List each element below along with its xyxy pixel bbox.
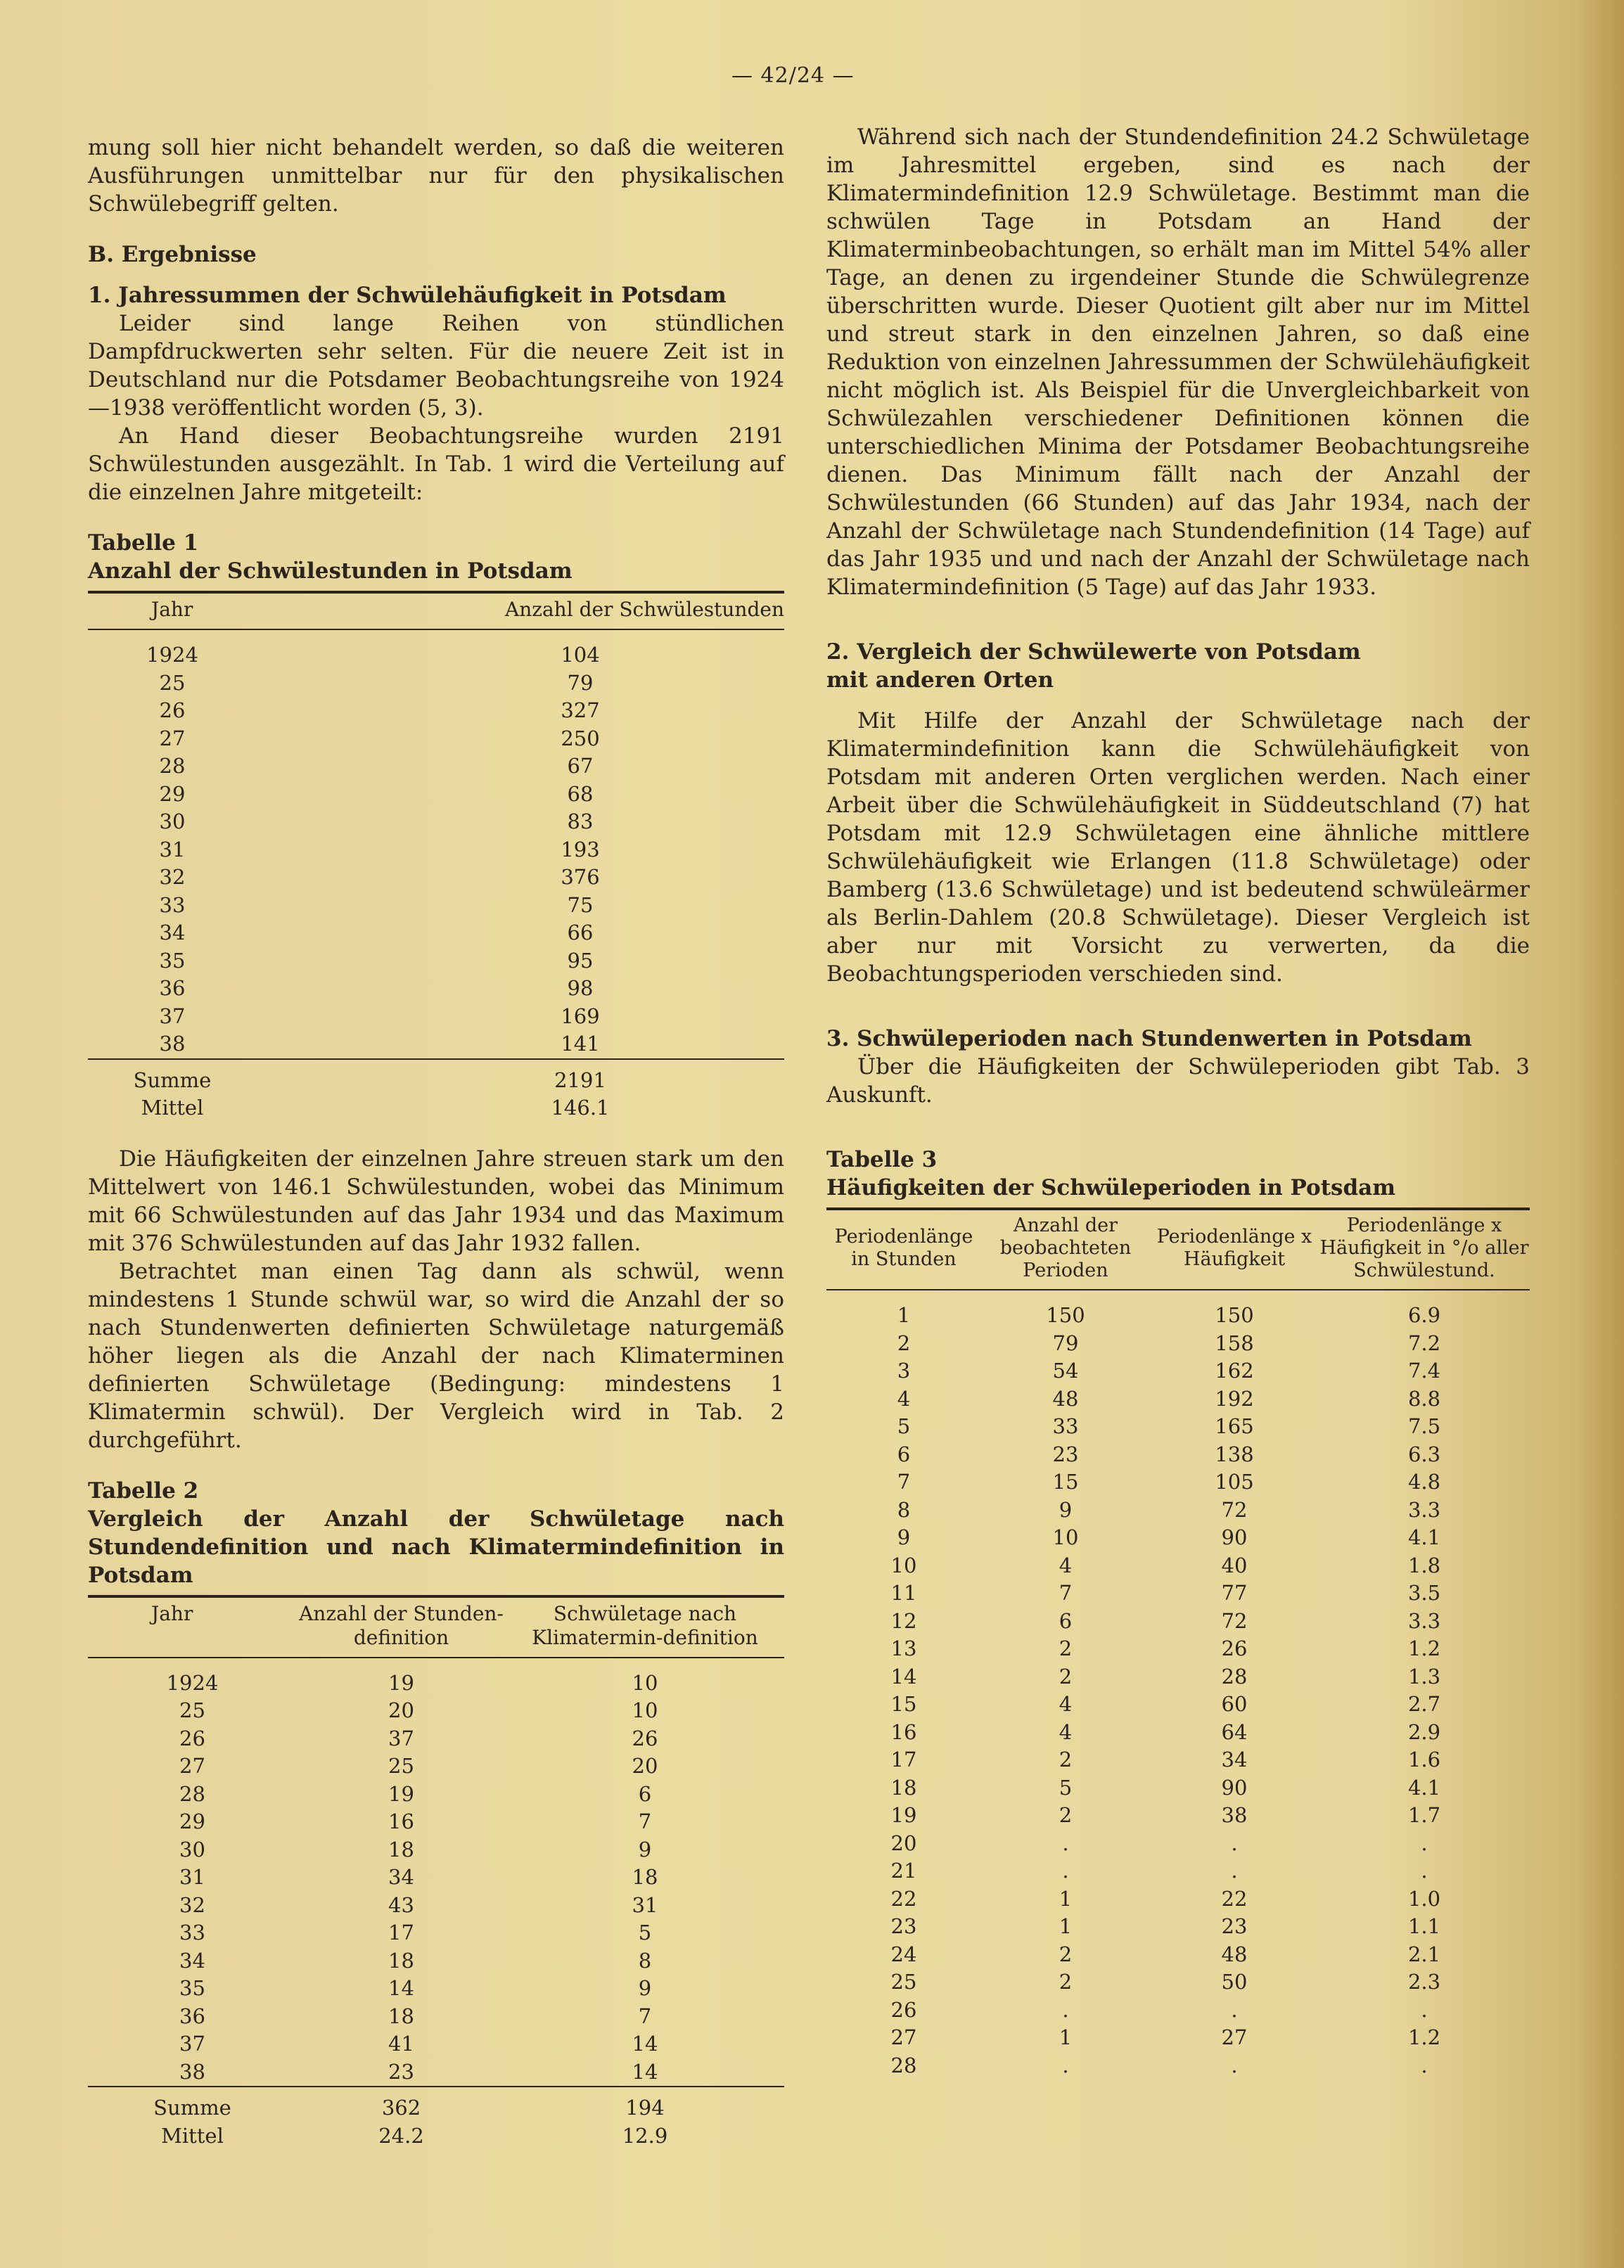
subsection-heading-2-line2: mit anderen Orten [826,667,1054,693]
table3-length-cell: 23 [890,1914,917,1938]
table1-value-cell: 250 [561,726,600,750]
subsection-heading-3: 3. Schwüleperioden nach Stundenwerten in Potsdam [826,1026,1472,1051]
table3-product-cell: 34 [1221,1748,1248,1772]
table3-length-cell: 27 [890,2025,917,2049]
table-row [826,1290,1530,1330]
table3-length-cell: 4 [897,1386,911,1411]
table3-length-cell: 7 [897,1470,911,1494]
table3-count-cell: 15 [1052,1470,1079,1494]
table2-stunden-cell: 41 [388,2032,414,2056]
table3-length-cell: 10 [890,1553,917,1577]
table1-year-cell: 33 [159,892,186,917]
table2-mean-a: 24.2 [378,2123,424,2148]
table-row [88,2058,784,2087]
table3-length-cell: 15 [890,1692,917,1716]
table3-percent-cell: 8.8 [1407,1386,1441,1411]
table3-percent-cell: 1.7 [1407,1803,1441,1827]
table2-stunden-cell: 16 [388,1809,414,1833]
table2-year-cell: 27 [179,1754,205,1778]
table-row [88,1864,784,1892]
table-row [88,2003,784,2031]
table3-count-cell: 48 [1052,1386,1079,1411]
table2-stunden-cell: 18 [388,1837,414,1862]
table3-product-cell: 27 [1221,2025,1248,2049]
table3-percent-cell: 4.8 [1407,1470,1441,1494]
table1-year-cell: 31 [159,837,186,861]
table2-klimatermin-cell: 6 [638,1781,652,1806]
table3-length-cell: 26 [890,1997,917,2022]
table2-stunden-cell: 14 [388,1976,414,2000]
table3-product-cell: 165 [1215,1414,1254,1438]
table3-length-cell: 25 [890,1970,917,1994]
table1-value-cell: 75 [567,892,594,917]
table3-length-cell: 3 [897,1359,911,1383]
table-row [826,1941,1530,1969]
table3-percent-cell: 1.3 [1407,1664,1441,1689]
table3-count-cell: 23 [1052,1442,1079,1466]
table3-product-cell: 90 [1221,1775,1248,1800]
table-row [826,1885,1530,1914]
table2-stunden-cell: 34 [388,1865,414,1889]
table3-header-percent: Periodenlänge x Häufigkeit in °/o aller Schwülestund. [1319,1215,1529,1281]
table-row [826,1608,1530,1636]
table2-year-cell: 35 [179,1976,205,2000]
table3-length-cell: 17 [890,1748,917,1772]
table3-product-cell: 64 [1221,1719,1248,1744]
table3-percent-cell: 2.7 [1407,1692,1441,1716]
table-row [88,781,784,809]
table3-product-cell: 60 [1221,1692,1248,1716]
table1-mean-value: 146.1 [551,1096,610,1120]
table3-count-cell: 2 [1059,1803,1073,1827]
table3-count-cell: 33 [1052,1414,1079,1438]
table-row [826,1968,1530,1997]
table3-count-cell: 9 [1059,1497,1073,1522]
table3-length-cell: 1 [897,1303,911,1327]
table2-klimatermin-cell: 14 [632,2059,658,2084]
table1-value-cell: 193 [561,837,600,861]
table-row [88,1808,784,1836]
table-row [88,1781,784,1809]
paragraph: Über die Häufigkeiten der Schwüleperioden gibt Tab. 3 Auskunft. [826,1054,1530,1108]
table3-count-cell: 5 [1059,1775,1073,1800]
table3-percent-cell: 1.0 [1407,1886,1441,1911]
table1-value-cell: 98 [567,976,594,1000]
table3-count-cell: 2 [1059,1636,1073,1660]
table3-percent-cell: 3.3 [1407,1497,1441,1522]
table3-percent-cell: 2.3 [1407,1970,1441,1994]
table-row [826,1857,1530,1885]
table3-percent-cell: . [1421,1997,1428,2022]
table2-sum-a: 362 [381,2096,421,2120]
table-row [88,1947,784,1975]
table-row [826,1413,1530,1441]
table-row [88,1919,784,1947]
table3-count-cell: 1 [1059,1886,1073,1911]
paragraph: Während sich nach der Stundendefinition 24.2 Schwületage im Jahresmittel ergeben, sind es nach der Klimatermindefinition 12.9 Schwületage. Bestimmt man die schwülen Tage in Potsdam an Hand der Klimaterminbeobachtungen, so erhält man im Mittel 54% aller Tage, an denen zu irgendeiner Stunde die Schwülegrenze überschritten wurde. Dieser Quotient gilt aber nur im Mittel und streut stark in den einzelnen Jahren, so daß eine Reduktion von einzelnen Jahressummen der Schwülehäufigkeit nicht möglich ist. Als Beispiel für die Unvergleichbarkeit von Schwülezahlen verschiedener Definitionen können die unterschiedlichen Minima der Potsdamer Beobachtungsreihe dienen. Das Minimum fällt nach der Anzahl der Schwülestunden (66 Stunden) auf das Jahr 1934, nach der Anzahl der Schwületage nach Stundendefinition (14 Tage) auf das Jahr 1935 und und nach der Anzahl der Schwületage nach Klimatermindefinition (5 Tage) auf das Jahr 1933. [826,124,1530,600]
table3-percent-cell: . [1421,1859,1428,1883]
table3-count-cell: . [1062,2053,1069,2077]
table2-year-cell: 33 [179,1921,205,1945]
table-row [826,1830,1530,1858]
table1-title: Anzahl der Schwülestunden in Potsdam [88,558,573,584]
table2-stunden-cell: 23 [388,2059,414,2084]
table2-label: Tabelle 2 [88,1478,199,1504]
table3-length-cell: 20 [890,1831,917,1855]
table-row [88,1003,784,1031]
table3-percent-cell: 3.3 [1407,1608,1441,1633]
table1-year-cell: 38 [159,1032,186,1056]
table3-count-cell: 2 [1059,1942,1073,1966]
table-row [88,1836,784,1864]
table1-mean-label: Mittel [141,1096,204,1120]
table3-percent-cell: 1.2 [1407,1636,1441,1660]
table1-label: Tabelle 1 [88,530,199,556]
table3-percent-cell: 1.6 [1407,1748,1441,1772]
table2-sum-label: Summe [153,2096,231,2120]
table3-length-cell: 24 [890,1942,917,1966]
table-row [88,919,784,947]
table1-year-cell: 34 [159,921,186,944]
table2-klimatermin-cell: 20 [632,1754,658,1778]
table2-header-a: Anzahl der Stunden-definition [299,1601,504,1649]
table-row [826,1719,1530,1747]
table-row [88,1697,784,1725]
table3-count-cell: 4 [1059,1553,1073,1577]
table1-year-cell: 28 [159,754,186,778]
table2-stunden-cell: 19 [388,1670,414,1695]
subsection-heading-2-line1: 2. Vergleich der Schwülewerte von Potsdam [826,639,1361,665]
paragraph: Die Häufigkeiten der einzelnen Jahre streuen stark um den Mittelwert von 146.1 Schwülestunden, wobei das Minimum mit 66 Schwülestunden auf das Jahr 1934 und das Maximum mit 376 Schwülestunden auf das Jahr 1932 fallen. [88,1146,784,1256]
table2-year-cell: 28 [179,1781,205,1806]
table1-value-cell: 83 [567,809,594,833]
table3-percent-cell: 3.5 [1407,1581,1441,1605]
table3-count-cell: 6 [1059,1608,1073,1633]
table1-year-cell: 37 [159,1004,186,1028]
table3-product-cell: 40 [1221,1553,1248,1577]
table1-header-year: Jahr [151,598,193,621]
table3-percent-cell: . [1421,2053,1428,2077]
table3-product-cell: 23 [1221,1914,1248,1938]
table3-product-cell: . [1231,2053,1238,2077]
table-row [88,975,784,1003]
table3-length-cell: 18 [890,1775,917,1800]
table3-length-cell: 2 [897,1331,911,1355]
table3-percent-cell: 1.1 [1407,1914,1441,1938]
table3-length-cell: 14 [890,1664,917,1689]
right-column [826,123,1530,2080]
table-row [88,1892,784,1920]
table1-value-cell: 141 [561,1032,600,1056]
table3-count-cell: 7 [1059,1581,1073,1605]
table3-length-cell: 11 [890,1581,917,1605]
table1-year-cell: 1924 [146,643,198,667]
table1-header-value: Anzahl der Schwülestunden [504,598,784,621]
table-row [88,1753,784,1781]
table3-header-count: Anzahl der beobachteten Perioden [999,1215,1132,1281]
table2-mean-label: Mittel [161,2123,224,2148]
table3-length-cell: 9 [897,1525,911,1549]
table3-product-cell: 38 [1221,1803,1248,1827]
table3-count-cell: 54 [1052,1359,1079,1383]
table3-product-cell: 72 [1221,1608,1248,1633]
table2-klimatermin-cell: 7 [638,1809,652,1833]
table3-percent-cell: 6.3 [1407,1442,1441,1466]
table2-sum-b: 194 [625,2096,665,2120]
table-row [826,1524,1530,1552]
table2-year-cell: 29 [179,1809,205,1833]
table3-product-cell: 22 [1221,1886,1248,1911]
table3-product-cell: 28 [1221,1664,1248,1689]
table1-value-cell: 104 [561,643,600,667]
subsection-heading-1: 1. Jahressummen der Schwülehäufigkeit in Potsdam [88,283,727,308]
table1-value-cell: 68 [567,781,594,806]
table-row [826,1802,1530,1830]
table-row [88,1725,784,1753]
table-row [88,2030,784,2058]
table3-percent-cell: 1.2 [1407,2025,1441,2049]
table2-year-cell: 38 [179,2059,205,2084]
table-row [826,1468,1530,1497]
table1-year-cell: 27 [159,726,186,750]
paragraph: An Hand dieser Beobachtungsreihe wurden 2191 Schwülestunden ausgezählt. In Tab. 1 wird die Verteilung auf die einzelnen Jahre mitgeteilt: [88,423,784,505]
table-row [88,947,784,975]
table3-length-cell: 28 [890,2053,917,2077]
table3-count-cell: 4 [1059,1692,1073,1716]
table2-year-cell: 36 [179,2004,205,2028]
table3-count-cell: 10 [1052,1525,1079,1549]
table-row [826,1913,1530,1941]
paragraph: Mit Hilfe der Anzahl der Schwületage nach der Klimatermindefinition kann die Schwülehäufigkeit von Potsdam mit anderen Orten verglichen werden. Nach einer Arbeit über die Schwülehäufigkeit in Süddeutschland (7) hat Potsdam mit 12.9 Schwületagen eine ähnliche mittlere Schwülehäufigkeit wie Erlangen (11.8 Schwületage) oder Bamberg (13.6 Schwületage) und ist bedeutend schwüleärmer als Berlin-Dahlem (20.8 Schwületage). Dieser Vergleich ist aber nur mit Vorsicht zu verwerten, da die Beobachtungsperioden verschieden sind. [826,708,1530,987]
paragraph: Betrachtet man einen Tag dann als schwül, wenn mindestens 1 Stunde schwül war, so wird die Anzahl der so nach Stundenwerten definierten Schwületage naturgemäß höher liegen als die Anzahl der nach Klimaterminen definierten Schwületage (Bedingung: mindestens 1 Klimatermin schwül). Der Vergleich wird in Tab. 2 durchgeführt. [88,1258,784,1453]
table3-count-cell: 4 [1059,1719,1073,1744]
table3-count-cell: . [1062,1997,1069,2022]
table3-percent-cell: 7.2 [1407,1331,1441,1355]
table3-length-cell: 6 [897,1442,911,1466]
table-row [826,1330,1530,1358]
table2-klimatermin-cell: 14 [632,2032,658,2056]
table2-klimatermin-cell: 18 [632,1865,658,1889]
table3-product-cell: 26 [1221,1636,1248,1660]
table-row [88,1975,784,2003]
table2-stunden-cell: 18 [388,2004,414,2028]
left-column [88,134,784,2150]
table1-value-cell: 67 [567,754,594,778]
table3 [826,1207,1530,2080]
table-row [88,629,784,669]
table2-year-cell: 1924 [166,1670,219,1695]
table-row [88,864,784,892]
table3-product-cell: 90 [1221,1525,1248,1549]
table1-value-cell: 169 [561,1004,600,1028]
table3-count-cell: 150 [1046,1303,1085,1327]
table1 [88,591,784,1122]
paragraph: Leider sind lange Reihen von stündlichen Dampfdruckwerten sehr selten. Für die neuere Zeit ist in Deutschland nur die Potsdamer Beobachtungsreihe von 1924—1938 veröffentlicht worden (5, 3). [88,311,784,421]
table-row [826,1357,1530,1385]
table3-percent-cell: 2.1 [1407,1942,1441,1966]
table-row [826,2024,1530,2052]
table3-title: Häufigkeiten der Schwüleperioden in Potsdam [826,1175,1396,1200]
table3-percent-cell: 7.5 [1407,1414,1441,1438]
table2-klimatermin-cell: 10 [632,1698,658,1722]
table-row [88,669,784,698]
table-row [826,1580,1530,1608]
table1-value-cell: 79 [567,670,594,695]
table-row [826,1691,1530,1719]
table2-stunden-cell: 19 [388,1781,414,1806]
table3-percent-cell: . [1421,1831,1428,1855]
table3-length-cell: 19 [890,1803,917,1827]
intro-paragraph: mung soll hier nicht behandelt werden, so daß die weiteren Ausführungen unmittelbar nur für den physikalischen Schwülebegriff gelten. [88,135,784,217]
table3-length-cell: 5 [897,1414,911,1438]
table1-year-cell: 25 [159,670,186,695]
table1-year-cell: 35 [159,948,186,973]
table1-year-cell: 26 [159,698,186,722]
table3-length-cell: 13 [890,1636,917,1660]
table3-percent-cell: 2.9 [1407,1719,1441,1744]
table3-percent-cell: 1.8 [1407,1553,1441,1577]
table2-klimatermin-cell: 8 [638,1948,652,1973]
table3-product-cell: . [1231,1831,1238,1855]
table3-product-cell: 158 [1215,1331,1254,1355]
table3-count-cell: . [1062,1831,1069,1855]
table1-value-cell: 376 [561,865,600,889]
table-row [826,1441,1530,1469]
table2-stunden-cell: 17 [388,1921,414,1945]
table-row [88,808,784,836]
table3-product-cell: . [1231,1859,1238,1883]
table-row [88,1030,784,1059]
table-row [88,725,784,753]
table3-count-cell: 1 [1059,2025,1073,2049]
table-row [88,892,784,920]
table2-stunden-cell: 37 [388,1726,414,1750]
table-row [88,697,784,725]
table-row [826,1385,1530,1414]
table2 [88,1595,784,2151]
table-row [826,1635,1530,1663]
table-row [826,1497,1530,1525]
table3-percent-cell: 7.4 [1407,1359,1441,1383]
table2-klimatermin-cell: 9 [638,1976,652,2000]
table2-stunden-cell: 18 [388,1948,414,1973]
table2-year-cell: 34 [179,1948,205,1973]
table-row [826,1663,1530,1691]
table3-product-cell: 162 [1215,1359,1254,1383]
table3-header-length: Periodenlänge in Stunden [834,1226,973,1270]
table-row [826,1746,1530,1774]
table2-klimatermin-cell: 5 [638,1921,652,1945]
table3-percent-cell: 4.1 [1407,1775,1441,1800]
table2-klimatermin-cell: 9 [638,1837,652,1862]
table-row [88,752,784,781]
table1-year-cell: 32 [159,865,186,889]
table2-stunden-cell: 20 [388,1698,414,1722]
table3-product-cell: 50 [1221,1970,1248,1994]
table3-count-cell: 79 [1052,1331,1079,1355]
table-row [88,836,784,864]
table3-product-cell: 105 [1215,1470,1254,1494]
table3-product-cell: . [1231,1997,1238,2022]
table3-product-cell: 77 [1221,1581,1248,1605]
table-row [826,2052,1530,2080]
table2-klimatermin-cell: 26 [632,1726,658,1750]
table3-header-product: Periodenlänge x Häufigkeit [1156,1226,1312,1270]
table3-length-cell: 16 [890,1719,917,1744]
table3-product-cell: 150 [1215,1303,1254,1327]
page-number: — 42/24 — [731,63,855,88]
table1-year-cell: 29 [159,781,186,806]
table3-count-cell: 1 [1059,1914,1073,1938]
table3-count-cell: 2 [1059,1748,1073,1772]
table3-length-cell: 8 [897,1497,911,1522]
table3-label: Tabelle 3 [826,1147,938,1172]
table2-year-cell: 37 [179,2032,205,2056]
table2-year-cell: 31 [179,1865,205,1889]
table3-product-cell: 138 [1215,1442,1254,1466]
table2-year-cell: 26 [179,1726,205,1750]
table3-product-cell: 48 [1221,1942,1248,1966]
table-row [88,1658,784,1698]
table2-klimatermin-cell: 10 [632,1670,658,1695]
table-row [826,1774,1530,1802]
table2-klimatermin-cell: 31 [632,1892,658,1917]
table3-percent-cell: 4.1 [1407,1525,1441,1549]
table2-stunden-cell: 25 [388,1754,414,1778]
table3-length-cell: 22 [890,1886,917,1911]
table2-title: Vergleich der Anzahl der Schwületage nach Stundendefinition und nach Klimatermindefinition in Potsdam [88,1506,784,1588]
table1-year-cell: 30 [159,809,186,833]
table3-count-cell: 2 [1059,1664,1073,1689]
table1-value-cell: 66 [567,921,594,944]
table3-product-cell: 192 [1215,1386,1254,1411]
table2-year-cell: 25 [179,1698,205,1722]
table1-value-cell: 327 [561,698,600,722]
table2-mean-b: 12.9 [622,2123,668,2148]
table3-product-cell: 72 [1221,1497,1248,1522]
table2-year-cell: 30 [179,1837,205,1862]
table-row [826,1552,1530,1580]
table2-klimatermin-cell: 7 [638,2004,652,2028]
table1-sum-value: 2191 [554,1068,606,1092]
table1-year-cell: 36 [159,976,186,1000]
table3-length-cell: 12 [890,1608,917,1633]
table3-length-cell: 21 [890,1859,917,1883]
section-heading: B. Ergebnisse [88,242,257,267]
table2-header-year: Jahr [151,1601,193,1625]
table3-percent-cell: 6.9 [1407,1303,1441,1327]
table1-sum-label: Summe [133,1068,212,1092]
table1-value-cell: 95 [567,948,594,973]
table3-count-cell: . [1062,1859,1069,1883]
table3-count-cell: 2 [1059,1970,1073,1994]
table-row [826,1997,1530,2025]
table2-header-b: Schwületage nach Klimatermin-definition [532,1601,758,1649]
table2-year-cell: 32 [179,1892,205,1917]
table2-stunden-cell: 43 [388,1892,414,1917]
